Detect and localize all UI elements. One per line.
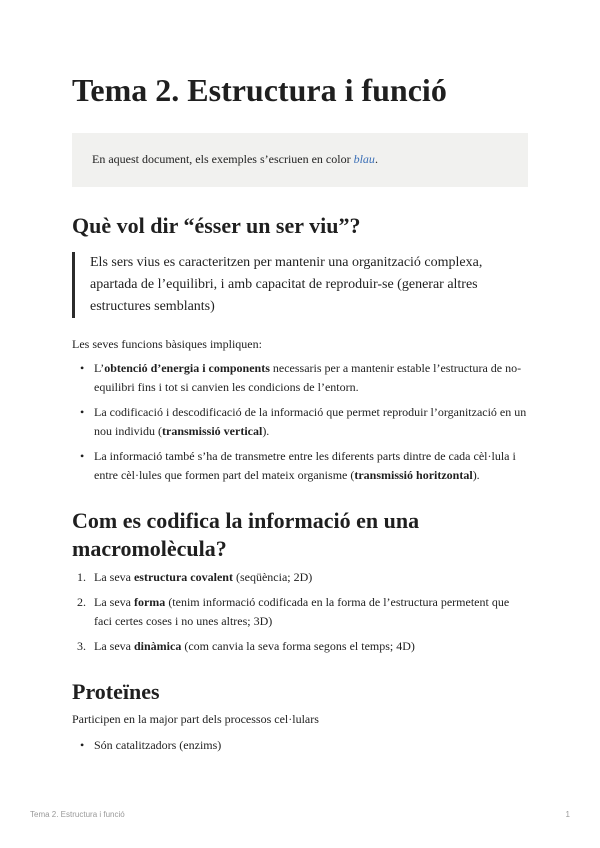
list-item-text: L’ <box>94 361 105 375</box>
list-number: 2. <box>77 595 86 609</box>
list-item-text: La seva <box>94 570 134 584</box>
list-item-text: La codificació i descodificació de la informació que permet reproduir l’organització en un nou individu ( <box>94 405 527 438</box>
list-item <box>72 637 528 656</box>
list-item-text: ). <box>472 468 480 482</box>
list-item-text: La seva <box>94 639 134 653</box>
list-item-bold: estructura covalent <box>133 570 233 584</box>
list-item-bold: transmissió vertical <box>162 424 263 438</box>
list-item-text: ). <box>262 424 270 438</box>
footer-title: Tema 2. Estructura i funció <box>30 810 125 819</box>
bullet-icon: • <box>80 405 85 419</box>
list-item-text: (tenim informació codificada en la forma de l’estructura permetent que faci certes coses i no unes altres; 3D) <box>94 595 510 628</box>
list-item-text: La informació també s’ha de transmetre entre les diferents parts dintre de cada cèl·lula i entre cèl·lules que formen part del mateix organisme ( <box>94 449 516 482</box>
list-number: 3. <box>77 639 86 653</box>
list-item <box>72 736 528 755</box>
list-item <box>72 593 528 631</box>
list-item <box>72 568 528 587</box>
list-item-bold: obtenció d’energia i components <box>104 361 270 375</box>
section-heading-ser-viu: Què vol dir “ésser un ser viu”? <box>72 213 361 238</box>
list-item <box>72 359 528 397</box>
list-item-text: Són catalitzadors (enzims) <box>94 738 222 752</box>
functions-list <box>72 359 528 485</box>
callout-note <box>72 133 528 187</box>
bullet-icon: • <box>80 449 85 463</box>
section1-intro: Les seves funcions bàsiques impliquen: <box>72 337 262 351</box>
blockquote: Els sers vius es caracteritzen per mantenir una organització complexa, apartada de l’equilibri, i amb capacitat de reproduir-se (generar altres estructures semblants) <box>72 252 528 318</box>
section-heading-proteines: Proteïnes <box>72 679 160 704</box>
list-item-bold: transmissió horitzontal <box>354 468 473 482</box>
list-item-bold: dinàmica <box>133 639 182 653</box>
list-item <box>72 447 528 485</box>
list-item <box>72 403 528 441</box>
section-heading-codifica: Com es codifica la informació en una macromolècula? <box>72 508 420 561</box>
encoding-list <box>72 568 528 656</box>
list-item-bold: forma <box>133 595 166 609</box>
list-item-text: (seqüència; 2D) <box>232 570 313 584</box>
section3-intro: Participen en la major part dels processos cel·lulars <box>72 712 319 726</box>
note-highlight: blau <box>353 152 375 166</box>
note-text: En aquest document, els exemples s’escriuen en color <box>92 152 354 166</box>
list-number: 1. <box>77 570 86 584</box>
page-title: Tema 2. Estructura i funció <box>72 72 447 108</box>
note-suffix: . <box>374 152 378 166</box>
page-number: 1 <box>565 810 570 819</box>
list-item-text: La seva <box>94 595 134 609</box>
list-item-text: necessaris per a mantenir estable l’estructura de no-equilibri fins i tot si canvien les condicions de l’entorn. <box>94 361 522 394</box>
bullet-icon: • <box>80 361 85 375</box>
bullet-icon: • <box>80 738 85 752</box>
list-item-text: (com canvia la seva forma segons el temps; 4D) <box>181 639 415 653</box>
proteins-list <box>72 736 528 755</box>
